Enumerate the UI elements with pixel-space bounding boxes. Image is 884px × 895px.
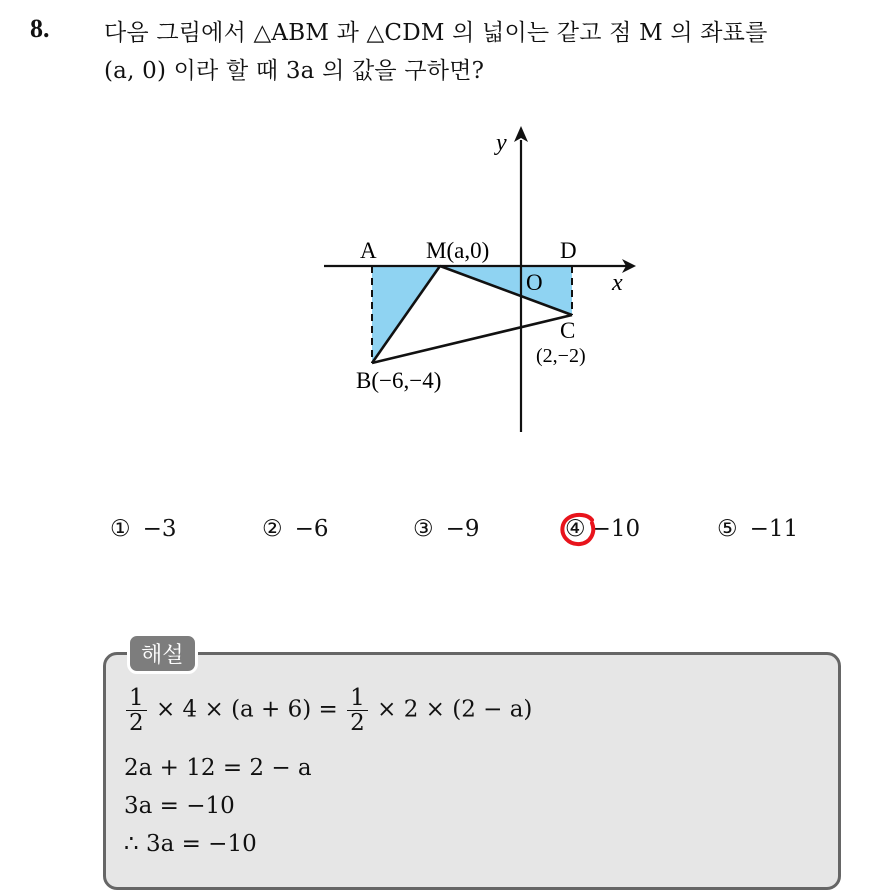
solution-tab: 해설 — [127, 633, 198, 674]
answer-circle-mark — [559, 511, 599, 549]
fraction-half-1: $\frac{1}{2}$ — [126, 686, 147, 735]
choice-3[interactable] — [413, 516, 480, 542]
solution-line-2: 2a + 12 = 2 − a — [124, 755, 312, 781]
choice-1-value: −3 — [142, 516, 177, 542]
label-c: C — [560, 318, 576, 343]
question-number: 8. — [30, 14, 50, 43]
label-x-axis: x — [612, 270, 623, 296]
choice-5[interactable] — [717, 516, 798, 542]
label-o: O — [526, 270, 543, 295]
choice-5-symbol: ⑤ — [717, 516, 738, 542]
label-b: B(−6,−4) — [356, 368, 442, 393]
choice-1-symbol: ① — [110, 516, 131, 542]
label-c-coord: (2,−2) — [536, 345, 586, 367]
choice-2-symbol: ② — [262, 516, 283, 542]
solution-line-1-mid: × 4 × (a + 6) = — [155, 696, 338, 723]
fraction-half-2: $\frac{1}{2}$ — [347, 686, 368, 735]
choice-3-symbol: ③ — [413, 516, 434, 542]
choice-4-symbol: ④ — [565, 516, 586, 542]
label-m: M(a,0) — [426, 238, 490, 263]
solution-line-4: ∴ 3a = −10 — [124, 831, 257, 857]
choice-1[interactable] — [110, 516, 177, 542]
choice-4-value: −10 — [591, 516, 641, 542]
question-text — [104, 14, 874, 90]
choice-5-value: −11 — [749, 516, 799, 542]
coordinate-figure — [310, 120, 650, 440]
label-d: D — [560, 238, 577, 263]
label-y-axis: y — [496, 130, 507, 156]
y-axis-arrow — [514, 126, 528, 142]
choice-2[interactable] — [262, 516, 329, 542]
question-line-2: (a, 0) 이라 할 때 3a 의 값을 구하면? — [104, 58, 485, 84]
solution-line-1-end: × 2 × (2 − a) — [377, 696, 533, 723]
choice-3-value: −9 — [445, 516, 480, 542]
question-line-1: 다음 그림에서 △ABM 과 △CDM 의 넓이는 같고 점 M 의 좌표를 — [104, 20, 768, 46]
label-a: A — [360, 238, 377, 263]
choice-4[interactable] — [565, 516, 640, 542]
solution-line-1 — [124, 686, 532, 735]
choice-2-value: −6 — [294, 516, 329, 542]
solution-line-3: 3a = −10 — [124, 793, 235, 819]
